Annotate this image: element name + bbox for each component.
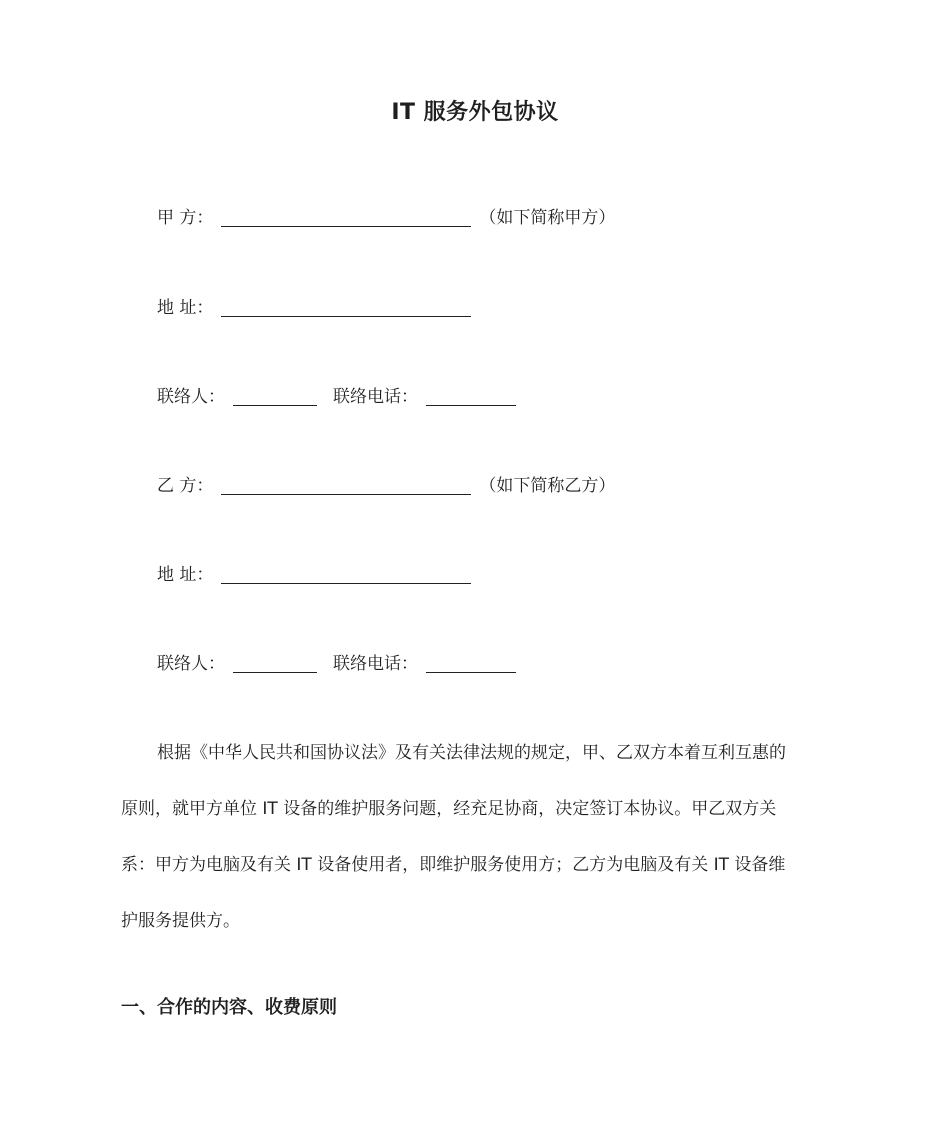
intro-line: 根据《中华人民共和国协议法》及有关法律法规的规定，甲、乙双方本着互利互惠的 xyxy=(157,743,786,763)
party-b-contact-blank[interactable] xyxy=(233,652,317,673)
party-a-contact-row xyxy=(157,382,516,408)
party-b-address-label: 地 址： xyxy=(157,565,214,585)
party-b-blank[interactable] xyxy=(221,474,471,495)
party-a-contact-blank[interactable] xyxy=(233,385,317,406)
party-a-contact-label: 联络人： xyxy=(157,387,225,407)
party-b-contact-row xyxy=(157,649,516,675)
party-a-blank[interactable] xyxy=(221,206,471,227)
party-a-row xyxy=(157,203,615,229)
party-b-address-blank[interactable] xyxy=(221,563,471,584)
party-b-row xyxy=(157,471,615,497)
party-a-suffix: （如下简称甲方） xyxy=(479,208,616,228)
party-a-address-blank[interactable] xyxy=(221,296,471,317)
intro-line: 系：甲方为电脑及有关 IT 设备使用者，即维护服务使用方；乙方为电脑及有关 IT 设备维 xyxy=(121,855,786,875)
intro-line: 护服务提供方。 xyxy=(121,911,240,931)
party-b-address-row xyxy=(157,560,479,586)
party-a-phone-label: 联络电话： xyxy=(333,387,418,407)
party-a-address-label: 地 址： xyxy=(157,298,214,318)
party-b-contact-label: 联络人： xyxy=(157,654,225,674)
party-b-phone-label: 联络电话： xyxy=(333,654,418,674)
party-a-address-row xyxy=(157,293,479,319)
intro-paragraph xyxy=(121,725,831,949)
party-b-phone-blank[interactable] xyxy=(426,652,516,673)
document-title: IT 服务外包协议 xyxy=(391,100,559,125)
party-a-label: 甲 方： xyxy=(157,208,214,228)
party-b-label: 乙 方： xyxy=(157,476,214,496)
intro-line: 原则，就甲方单位 IT 设备的维护服务问题，经充足协商，决定签订本协议。甲乙双方关 xyxy=(121,799,777,819)
party-b-suffix: （如下简称乙方） xyxy=(479,476,616,496)
party-a-phone-blank[interactable] xyxy=(426,385,516,406)
section-heading: 一、合作的内容、收费原则 xyxy=(121,997,337,1018)
